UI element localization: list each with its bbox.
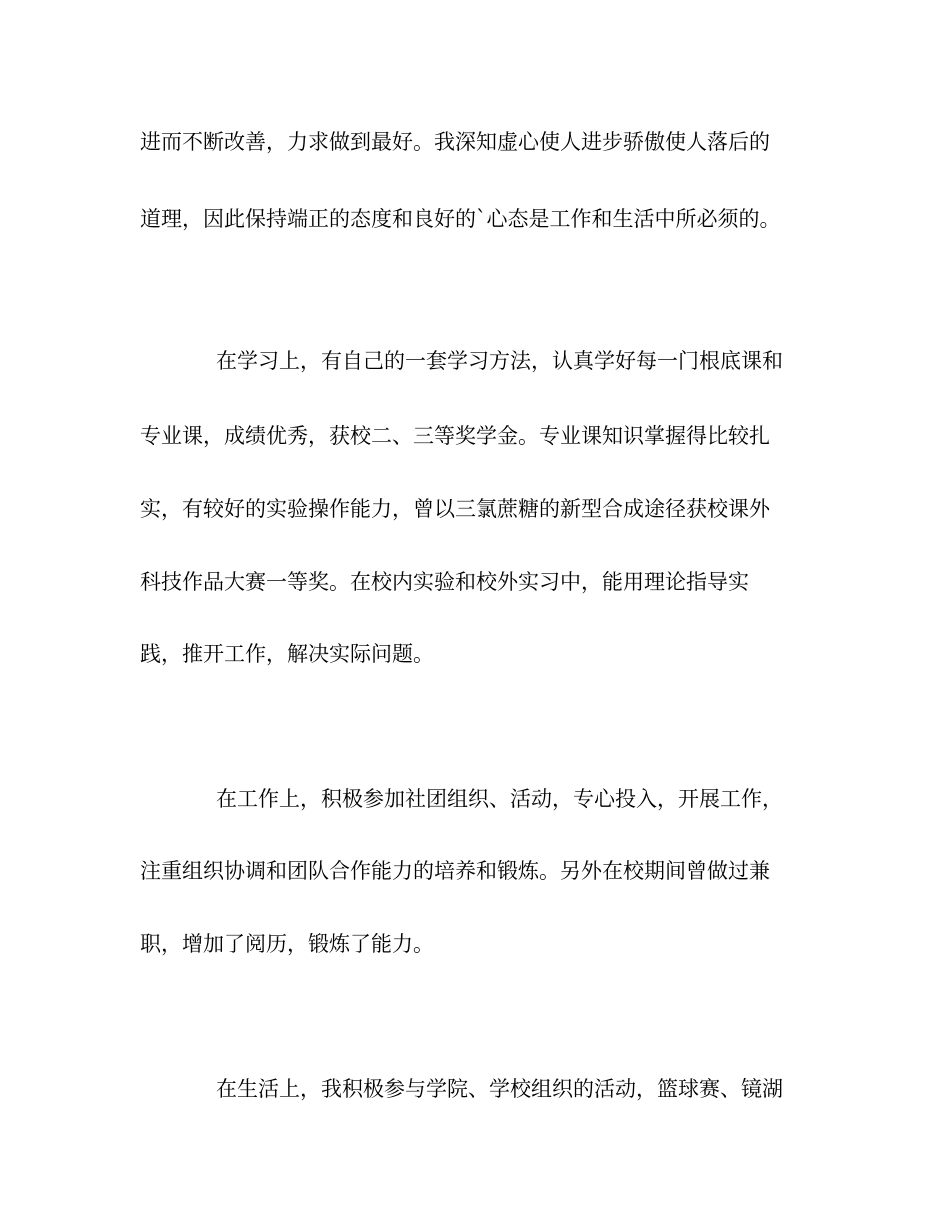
text-line: 践，推开工作，解决实际问题。 xyxy=(140,642,434,666)
text-line: 在工作上，积极参加社团组织、活动，专心投入，开展工作， xyxy=(216,787,783,811)
text-line: 道理，因此保持端正的态度和良好的`心态是工作和生活中所必须的。 xyxy=(140,207,781,231)
text-line: 进而不断改善，力求做到最好。我深知虚心使人进步骄傲使人落后的 xyxy=(140,130,770,154)
text-line: 在生活上，我积极参与学院、学校组织的活动，篮球赛、镜湖 xyxy=(216,1077,783,1101)
text-line: 职，增加了阅历，锻炼了能力。 xyxy=(140,932,434,956)
text-line: 科技作品大赛一等奖。在校内实验和校外实习中，能用理论指导实 xyxy=(140,570,749,594)
text-line: 注重组织协调和团队合作能力的培养和锻炼。另外在校期间曾做过兼 xyxy=(140,859,770,883)
text-line: 实，有较好的实验操作能力，曾以三氯蔗糖的新型合成途径获校课外 xyxy=(140,497,770,521)
text-line: 在学习上，有自己的一套学习方法，认真学好每一门根底课和 xyxy=(216,349,783,373)
text-line: 专业课，成绩优秀，获校二、三等奖学金。专业课知识掌握得比较扎 xyxy=(140,424,770,448)
